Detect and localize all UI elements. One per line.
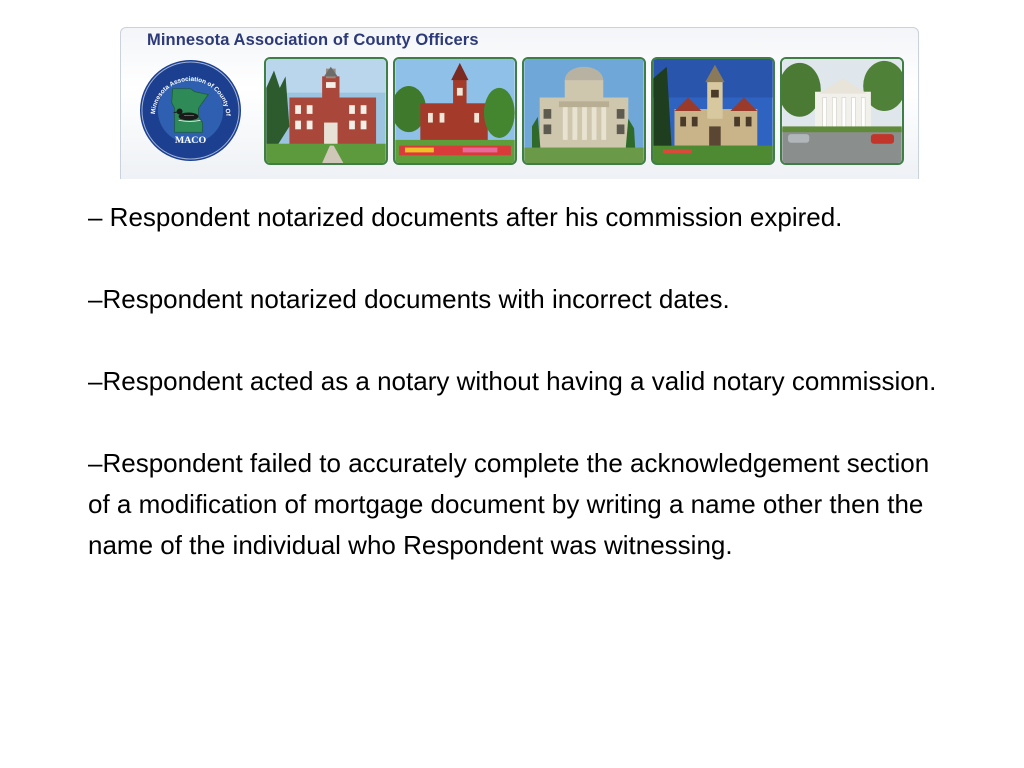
maco-banner: [120, 27, 919, 179]
brick-church-flowers-photo: [393, 57, 517, 165]
banner-title: Minnesota Association of County Officers: [147, 31, 479, 49]
allegation-item: –Respondent notarized documents with incorrect dates.: [88, 284, 730, 314]
white-columned-courthouse-photo: [780, 57, 904, 165]
allegation-item: –Respondent failed to accurately complete the acknowledgement section of a modification of mortgage document by writing a name other then the name of the individual who Respondent was witnessing.: [88, 448, 930, 560]
victorian-courthouse-photo: [651, 57, 775, 165]
svg-text:MACO: MACO: [174, 135, 207, 147]
allegation-item: –Respondent acted as a notary without having a valid notary commission.: [88, 366, 937, 396]
maco-seal-logo: [139, 59, 242, 162]
allegation-item: – Respondent notarized documents after his commission expired.: [88, 202, 843, 232]
allegations-list: [88, 197, 948, 607]
red-brick-courthouse-photo: [264, 57, 388, 165]
svg-text:Minnesota Association of Count: Minnesota Association of County Of: [149, 75, 232, 117]
domed-courthouse-photo: [522, 57, 646, 165]
